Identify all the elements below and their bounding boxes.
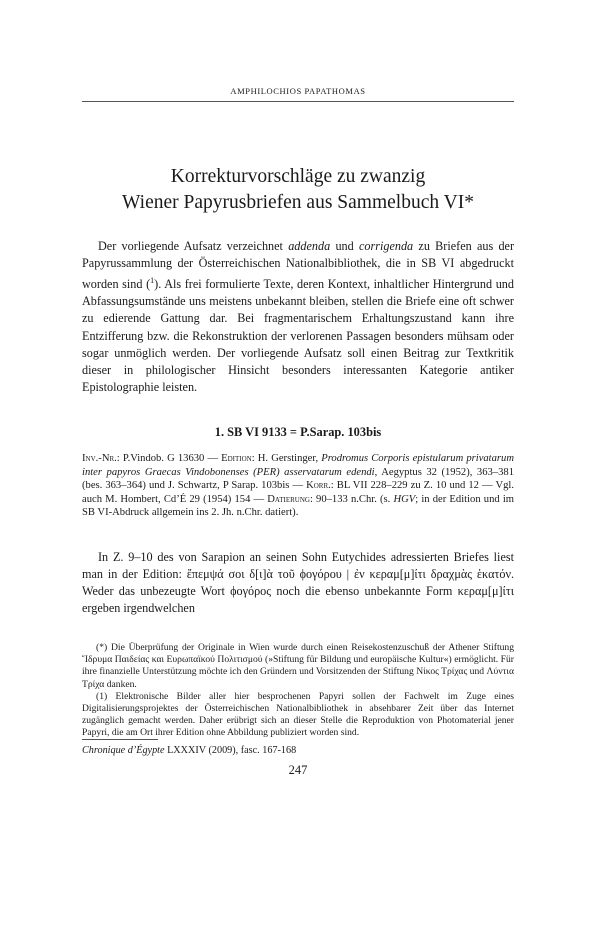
page-number: 247 — [288, 763, 308, 777]
edition-value: : H. Gerstinger, — [251, 453, 322, 464]
title-line-1: Korrekturvorschläge zu zwanzig — [170, 166, 426, 187]
journal-title: Chronique d’Égypte — [82, 745, 165, 756]
hgv-abbrev: HGV — [393, 493, 416, 505]
intro-text-1: Der vorliegende Aufsatz verzeichnet — [98, 239, 289, 253]
journal-issue: LXXXIV (2009), fasc. 167-168 — [164, 745, 297, 756]
footnote-star — [82, 642, 514, 691]
fn-star-text-4: danken. — [104, 678, 137, 690]
section-paragraph — [82, 549, 514, 617]
fn-star-text-1: (*) Die Überprüfung der Originale in Wien wurde durch einen Reisekostenzuschuß der Athener Stiftung — [96, 642, 514, 653]
dat-label: Datierung — [267, 493, 310, 505]
fn-star-greek-3: Λύντια Τρίχα — [82, 666, 514, 690]
greek-quote-1: ἔπεμψά σοι δ[ι]ὰ τοῦ ϕογόρου | ἐν κεραμ[μ]ίτι δραχμὰς ἑκατόν — [186, 567, 511, 582]
fn-star-greek-1: Ἵδρυμα Παιδείας και Ευρωπαϊκού Πολιτισμού — [82, 654, 263, 666]
addenda-term: addenda — [288, 239, 331, 253]
fn-star-text-2: (»Stiftung für Bildung und europäische Kultur«) ermöglicht. Für ihre finanzielle Unterstützung möchte ich den Gründern und Vorsitzenden der Stiftung — [82, 654, 515, 678]
dat-value: : 90–133 n.Chr. (s. — [309, 493, 394, 505]
article-title — [82, 164, 514, 216]
intro-text-2: und — [330, 239, 359, 253]
journal-citation — [82, 745, 514, 756]
intro-text-4: ). Als frei formulierte Texte, deren Kontext, inhaltlicher Hintergrund und Abfassungsumstände uns meistens unbekannt bleiben, stellen die Briefe eine oft schwer zu edierende Gattung dar. Bei fragmentarischem Erhaltungszustand kann ihre Entzifferung bzw. die Rekonstruktion der verlorenen Passagen besonders mühsam oder sogar unmöglich werden. Der vorliegende Aufsatz soll einen Beitrag zur Textkritik dieser in philologischer Hinsicht besonders interessanten Kategorie antiker Epistolographie leisten. — [82, 277, 514, 394]
footnote-1: (1) Elektronische Bilder aller hier besprochenen Papyri sollen der Fachwelt im Zuge eines Digitalisierungsprojektes der Österreichischen Nationalbibliothek in absehbarer Zeit über das Internet zugänglich gemacht werden. Daher erübrigt sich an dieser Stelle die Reproduktion von Photomaterial jener Papyri, die am Ort ihrer Edition ohne Abbildung publiziert worden sind. — [82, 690, 514, 739]
para-text-3: noch die ebenso unbekannte Form — [271, 584, 458, 599]
footer-rule — [82, 739, 158, 740]
section-heading: 1. SB VI 9133 = P.Sarap. 103bis — [214, 425, 382, 439]
para-text-1: In Z. 9–10 des von Sarapion an seinen Sohn Eutychides adressierten Briefes liest man in der Edition: — [82, 550, 514, 582]
korr-value: : BL VII 228–229 zu Z. 10 und 12 — Vgl. auch M. Hombert, Cd’É 29 (1954) 154 — — [82, 480, 514, 505]
edition-rest: , Aegyptus 32 (1952), 363–381 (bes. 363–364) und J. Schwartz, P Sarap. 103bis — — [82, 466, 514, 492]
fn-star-greek-2: Νίκος Τρίχας — [416, 666, 468, 678]
footnotes — [82, 642, 514, 740]
korr-label: Korr. — [306, 480, 331, 492]
header-rule — [82, 101, 514, 102]
section-metadata — [82, 452, 514, 520]
greek-word-2: ϕογόρος — [230, 584, 272, 599]
edition-title: Prodromus Corporis epistularum privatarum inter papyros Graecas Vindobonenses (PER) asservatarum edendi — [82, 453, 514, 478]
para-text-4: ergeben irgendwelchen — [82, 601, 195, 616]
title-line-2: Wiener Papyrusbriefen aus Sammelbuch VI* — [122, 192, 474, 213]
inv-label: Inv.-Nr. — [82, 453, 117, 464]
edition-label: Edition — [221, 453, 252, 464]
corrigenda-term: corrigenda — [358, 239, 414, 253]
footnote-ref-1[interactable]: 1 — [150, 276, 155, 286]
inv-value: : P.Vindob. G 13630 — — [116, 453, 222, 464]
intro-text-3: zu Briefen aus der Papyrussammlung der Österreichischen Nationalbibliothek, die in SB VI abgedruckt worden sind ( — [82, 239, 515, 292]
greek-word-3: κεραμ[μ]ίτι — [457, 584, 514, 599]
fn-star-text-3: und — [467, 666, 487, 678]
para-text-2: . Weder das unbezeugte Wort — [82, 567, 515, 599]
intro-paragraph — [82, 238, 514, 396]
dat-rest: ; in der Edition und im SB VI-Abdruck allgemein ins 2. Jh. n.Chr. datiert). — [82, 493, 515, 519]
running-head: AMPHILOCHIOS PAPATHOMAS — [230, 86, 366, 96]
